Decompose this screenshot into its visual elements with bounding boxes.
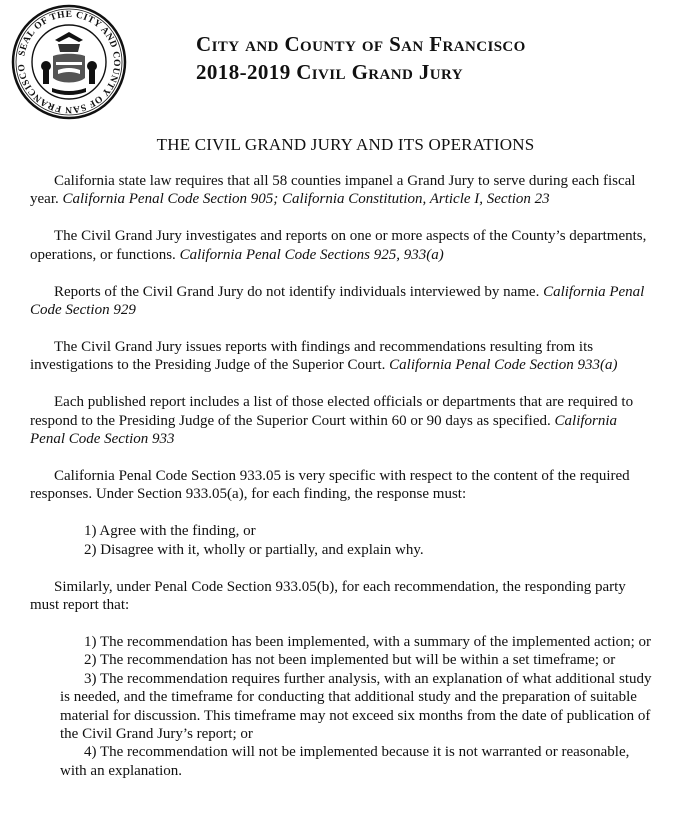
- city-county-seal-icon: [8, 4, 130, 120]
- list-item: 3) The recommendation requires further analysis, with an explanation of what additional study is needed, and the timeframe for conducting that additional study and the preparation of suitable material for discussion. This timeframe may not exceed six months from the date of publication of the Civil Grand Jury’s report; or: [60, 670, 652, 742]
- citation: California Penal Code Section 933(a): [389, 357, 618, 374]
- header-line-jury-year: 2018-2019 Civil Grand Jury: [196, 60, 463, 84]
- section-title: THE CIVIL GRAND JURY AND ITS OPERATIONS: [156, 135, 535, 154]
- finding-response-list: [30, 522, 655, 559]
- seal-ring-text: SEAL OF THE CITY AND COUNTY OF SAN FRANCISCO: [16, 9, 122, 115]
- citation: California Penal Code Section 933: [30, 412, 618, 448]
- citation: California Penal Code Section 905; California Constitution, Article I, Section 23: [62, 191, 550, 208]
- paragraph-recommendation-intro: Similarly, under Penal Code Section 933.05(b), for each recommendation, the responding party must report that:: [30, 578, 626, 613]
- paragraph-published-report: Each published report includes a list of those elected officials or departments that are required to respond to the Presiding Judge of the Superior Court within 60 or 90 days as specified. California Penal Code Section 933: [30, 394, 634, 448]
- paragraph-impanel: California state law requires that all 58 counties impanel a Grand Jury to serve during each fiscal year. California Penal Code Section 905; California Constitution, Article I, Section 23: [30, 173, 636, 208]
- paragraph-reports-names: Reports of the Civil Grand Jury do not identify individuals interviewed by name. California Penal Code Section 929: [30, 283, 645, 319]
- paragraph-findings: The Civil Grand Jury issues reports with findings and recommendations resulting from its investigations to the Presiding Judge of the Superior Court. California Penal Code Section 933(a): [30, 338, 618, 374]
- citation: California Penal Code Sections 925, 933(a): [179, 246, 444, 263]
- list-item: 2) The recommendation has not been implemented but will be within a set timeframe; or: [84, 652, 616, 669]
- list-item: 2) Disagree with it, wholly or partially, and explain why.: [84, 541, 424, 558]
- recommendation-response-list: [30, 633, 655, 780]
- header-line-city-county: City and County of San Francisco: [196, 32, 526, 56]
- list-item: 1) The recommendation has been implemented, with a summary of the implemented action; or: [84, 633, 652, 650]
- seal-graphic: [8, 4, 130, 120]
- paragraph-investigates: The Civil Grand Jury investigates and reports on one or more aspects of the County’s departments, operations, or functions. California Penal Code Sections 925, 933(a): [30, 228, 647, 263]
- paragraph-penal-code: California Penal Code Section 933.05 is very specific with respect to the content of the required responses. Under Section 933.05(a), for each finding, the response must:: [30, 467, 630, 503]
- document-header: [196, 30, 526, 86]
- citation: California Penal Code Section 929: [30, 283, 645, 319]
- list-item: 1) Agree with the finding, or: [84, 523, 256, 540]
- list-item: 4) The recommendation will not be implemented because it is not warranted or reasonable, with an explanation.: [60, 744, 630, 779]
- document-body: [30, 172, 655, 780]
